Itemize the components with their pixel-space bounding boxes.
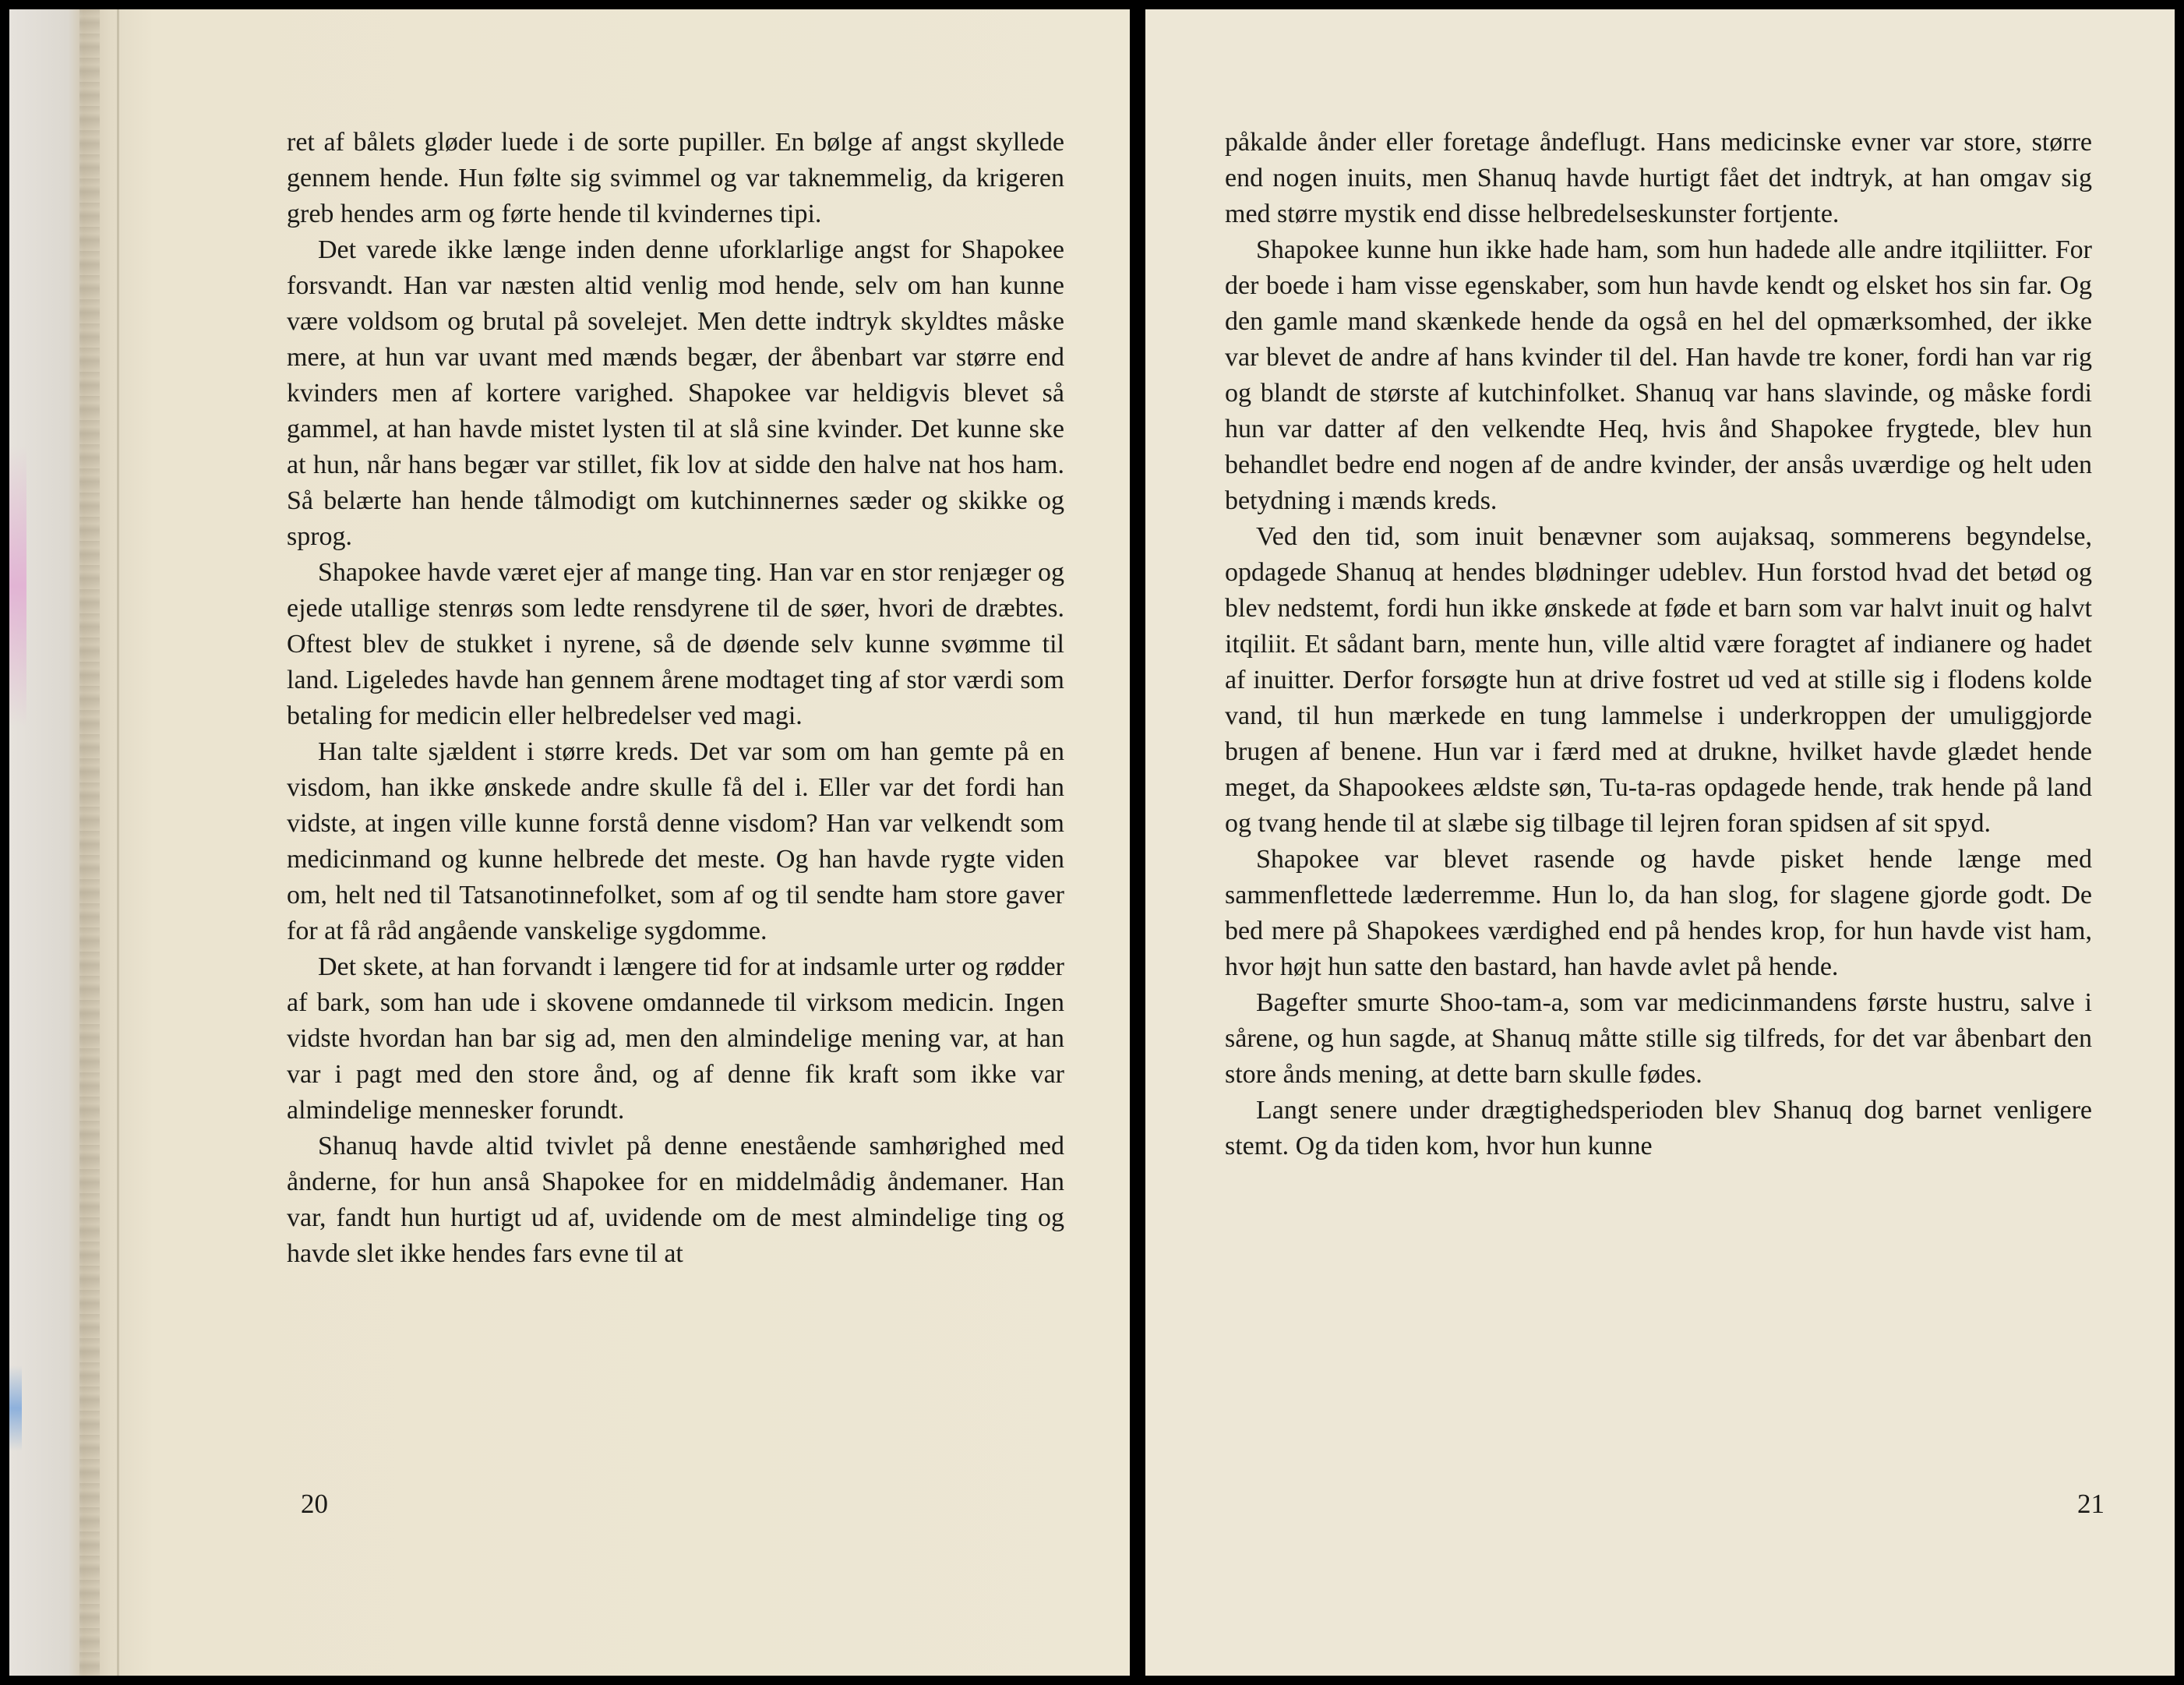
- right-page: [1145, 9, 2175, 1676]
- page-number: 21: [2077, 1489, 2105, 1519]
- paragraph: Langt senere under drægtighedsperioden blev Shanuq dog barnet venligere stemt. Og da tiden kom, hvor hun kunne: [1225, 1096, 2092, 1160]
- binding-edge: [79, 9, 100, 1676]
- colored-edge-mark: [9, 1365, 22, 1451]
- paragraph: Det varede ikke længe inden denne uforklarlige angst for Shapokee forsvandt. Han var næsten altid venlig mod hende, selv om han kunne være voldsom og brutal på sovelejet. Men dette indtryk skyldtes måske mere, at hun var uvant med mænds begær, der åbenbart var større end kvinders men af kortere varighed. Shapokee var heldigvis blevet så gammel, at han havde mistet lysten til at slå sine kvinder. Det kunne ske at hun, når hans begær var stillet, fik lov at sidde den halve nat hos ham. Så belærte han hende tålmodigt om kutchinnernes sæder og skikke og sprog.: [287, 235, 1064, 551]
- colored-edge-mark: [9, 446, 26, 726]
- paragraph: Shapokee var blevet rasende og havde pisket hende længe med sammenflettede læderremme. Hun lo, da han slog, for slagene gjorde godt. De bed mere på Shapokees værdighed end på hendes krop, for hun havde vist ham, hvor højt hun satte den bastard, han havde avlet på hende.: [1225, 845, 2092, 981]
- paragraph: Det skete, at han forvandt i længere tid for at indsamle urter og rødder af bark, som han ude i skovene omdannede til virksom medicin. Ingen vidste hvordan han bar sig ad, men den almindelige mening var, at han var i pagt med den store ånd, og af denne fik kraft som ikke var almindelige mennesker forundt.: [287, 952, 1064, 1125]
- left-page: [9, 9, 1130, 1676]
- body-text: [1225, 125, 2092, 1164]
- paragraph: Shanuq havde altid tvivlet på denne enestående samhørighed med ånderne, for hun anså Shapokee for en middelmådig åndemaner. Han var, fandt hun hurtigt ud af, uvidende om de mest almindelige ting og havde slet ikke hendes fars evne til at: [287, 1132, 1064, 1268]
- paragraph: Han talte sjældent i større kreds. Det var som om han gemte på en visdom, han ikke ønskede andre skulle få del i. Eller var det fordi han vidste, at ingen ville kunne forstå denne visdom? Han var velkendt som medicinmand og kunne helbrede det meste. Og han havde rygte viden om, helt ned til Tatsanotinnefolket, som af og til sendte ham store gaver for at få råd angående vanskelige sygdomme.: [287, 737, 1064, 945]
- page-number: 20: [301, 1489, 328, 1519]
- paragraph: Bagefter smurte Shoo-tam-a, som var medicinmandens første hustru, salve i sårene, og hun sagde, at Shanuq måtte stille sig tilfreds, for det var åbenbart den store ånds mening, at dette barn skulle fødes.: [1225, 988, 2092, 1089]
- paragraph: ret af bålets gløder luede i de sorte pupiller. En bølge af angst skyllede gennem hende. Hun følte sig svimmel og var taknemmelig, da krigeren greb hendes arm og førte hende til kvindernes tipi.: [287, 128, 1064, 228]
- paragraph: Shapokee kunne hun ikke hade ham, som hun hadede alle andre itqiliitter. For der boede i ham visse egenskaber, som hun havde kendt og elsket hos sin far. Og den gamle mand skænkede hende da også en hel del opmærksomhed, der ikke var blevet de andre af hans kvinder til del. Han havde tre koner, fordi han var rig og blandt de største af kutchinfolket. Shanuq var hans slavinde, og måske fordi hun var datter af den velkendte Heq, hvis ånd Shapokee frygtede, blev hun behandlet bedre end nogen af de andre kvinder, der ansås uværdige og helt uden betydning i mænds kreds.: [1225, 235, 2092, 515]
- gutter-line: [117, 9, 119, 1676]
- paragraph: påkalde ånder eller foretage åndeflugt. Hans medicinske evner var store, større end nogen inuits, men Shanuq havde hurtigt fået det indtryk, at han omgav sig med større mystik end disse helbredelseskunster fortjente.: [1225, 128, 2092, 228]
- body-text: [287, 125, 1064, 1272]
- paragraph: Shapokee havde været ejer af mange ting. Han var en stor renjæger og ejede utallige stenrøs som ledte rensdyrene til de søer, hvori de dræbtes. Oftest blev de stukket i nyrene, så de døende selv kunne svømme til land. Ligeledes havde han gennem årene modtaget ting af stor værdi som betaling for medicin eller helbredelser ved magi.: [287, 558, 1064, 730]
- paragraph: Ved den tid, som inuit benævner som aujaksaq, sommerens begyndelse, opdagede Shanuq at hendes blødninger udeblev. Hun forstod hvad det betød og blev nedstemt, fordi hun ikke ønskede at føde et barn som var halvt inuit og halvt itqiliit. Et sådant barn, mente hun, ville altid være foragtet af indianere og hadet af inuitter. Derfor forsøgte hun at drive fostret ud ved at stille sig i flodens kolde vand, til hun mærkede en tung lammelse i underkroppen der umuliggjorde brugen af benene. Hun var i færd med at drukne, hvilket havde glædet hende meget, da Shapookees ældste søn, Tu-ta-ras opdagede hende, trak hende på land og tvang hende til at slæbe sig tilbage til lejren foran spidsen af sit spyd.: [1225, 522, 2092, 838]
